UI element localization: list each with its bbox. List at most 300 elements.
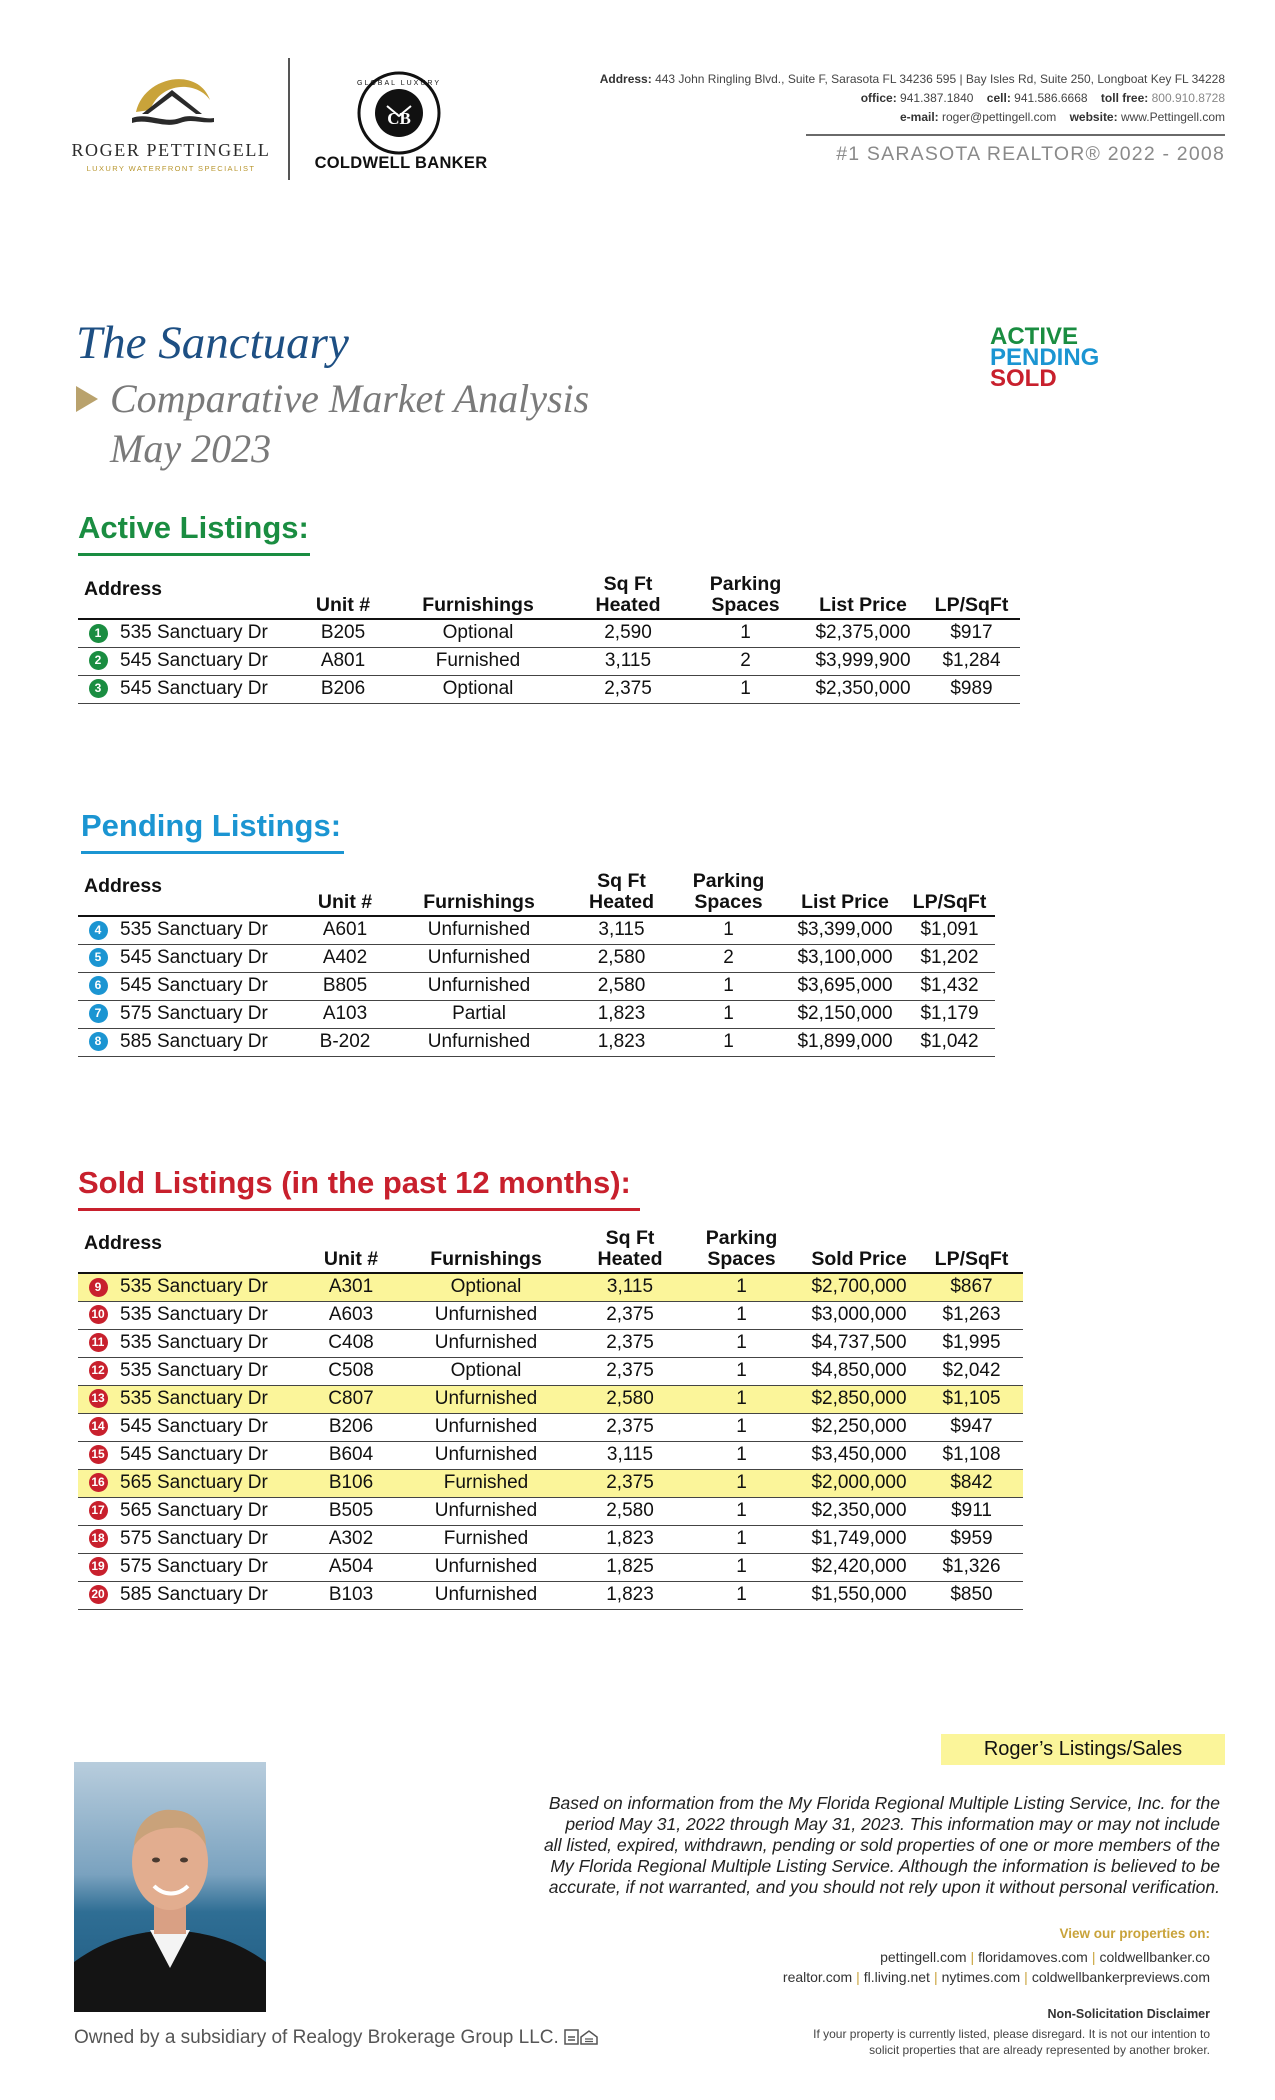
website-label: website:: [1069, 110, 1118, 124]
listing-number-badge: 12: [89, 1361, 108, 1380]
nonsolicit-title: Non-Solicitation Disclaimer: [1047, 2007, 1210, 2021]
col-price: List Price: [803, 574, 923, 619]
cell-address: 545 Sanctuary Dr: [118, 1441, 305, 1469]
listing-number-badge: 13: [89, 1389, 108, 1408]
table-body: [78, 916, 995, 1056]
listing-number-badge: 17: [89, 1501, 108, 1520]
cell-unit: C508: [305, 1357, 397, 1385]
cell-address: 575 Sanctuary Dr: [118, 1553, 305, 1581]
cell-unit: B206: [298, 675, 388, 703]
listing-number-badge: 2: [89, 651, 108, 670]
table-row: [78, 1385, 1023, 1413]
cell-address: 545 Sanctuary Dr: [118, 944, 304, 972]
page-subtitle: [110, 374, 589, 474]
listing-number-badge: 19: [89, 1557, 108, 1576]
office-value: 941.387.1840: [900, 91, 974, 105]
cell-price: $1,550,000: [798, 1581, 920, 1609]
cell-address: 575 Sanctuary Dr: [118, 1525, 305, 1553]
cell-address: 585 Sanctuary Dr: [118, 1028, 304, 1056]
table-header: [78, 871, 995, 916]
table-row: [78, 619, 1020, 647]
cell-sqft: 1,825: [575, 1553, 685, 1581]
cell-number: [78, 1525, 118, 1553]
listing-number-badge: 4: [89, 921, 108, 940]
cell-address: 535 Sanctuary Dr: [118, 1301, 305, 1329]
pending-listings-table: [78, 871, 995, 1057]
cell-unit: B106: [305, 1469, 397, 1497]
office-label: office:: [860, 91, 897, 105]
col-sqft: [572, 871, 671, 916]
cell-lp-sqft: $1,263: [920, 1301, 1023, 1329]
cell-lp-sqft: $842: [920, 1469, 1023, 1497]
table-row: [78, 972, 995, 1000]
col-parking-line1: Parking: [692, 870, 765, 892]
cell-sqft: 2,580: [575, 1497, 685, 1525]
col-lp: LP/SqFt: [923, 574, 1020, 619]
cell-parking: 1: [685, 1273, 798, 1301]
cell-sqft: 2,375: [575, 1413, 685, 1441]
table-row: [78, 1357, 1023, 1385]
play-arrow-icon: [76, 386, 98, 412]
cell-number: [78, 619, 118, 647]
cell-price: $2,250,000: [798, 1413, 920, 1441]
cell-unit: A301: [305, 1273, 397, 1301]
cell-lp-sqft: $1,042: [904, 1028, 995, 1056]
listing-number-badge: 11: [89, 1333, 108, 1352]
roger-pettingell-logo: [66, 66, 276, 186]
cell-address: 565 Sanctuary Dr: [118, 1469, 305, 1497]
cell-number: [78, 1329, 118, 1357]
table-header: [78, 1228, 1023, 1273]
col-sqft-line2: Heated: [588, 891, 655, 913]
table-row: [78, 1413, 1023, 1441]
col-lp: LP/SqFt: [920, 1228, 1023, 1273]
cell-price: $2,000,000: [798, 1469, 920, 1497]
table-header: [78, 574, 1020, 619]
cell-lp-sqft: $1,108: [920, 1441, 1023, 1469]
cell-address: 545 Sanctuary Dr: [118, 972, 304, 1000]
sites-line-1: pettingell.com | floridamoves.com | coldwellbanker.co: [880, 1949, 1210, 1965]
disclaimer-line: all listed, expired, withdrawn, pending or sold properties of one or more members of the: [543, 1835, 1220, 1855]
cell-price: $3,000,000: [798, 1301, 920, 1329]
cell-address: 545 Sanctuary Dr: [118, 647, 298, 675]
cell-lp-sqft: $1,284: [923, 647, 1020, 675]
mls-disclaimer: [540, 1793, 1220, 1898]
address-label: Address:: [599, 72, 652, 86]
cell-parking: 1: [671, 1028, 786, 1056]
cell-lp-sqft: $1,995: [920, 1329, 1023, 1357]
waterfront-house-logo-icon: [128, 66, 216, 136]
website-link[interactable]: www.Pettingell.com: [1120, 110, 1225, 124]
cell-price: $2,350,000: [803, 675, 923, 703]
contact-rule: [806, 134, 1225, 136]
cell-furnishings: Furnished: [397, 1525, 575, 1553]
cell-sqft: 2,375: [568, 675, 688, 703]
cell-parking: 1: [671, 972, 786, 1000]
listing-number-badge: 18: [89, 1529, 108, 1548]
cell-parking: 1: [685, 1413, 798, 1441]
cell-lp-sqft: $1,202: [904, 944, 995, 972]
cell-address: 535 Sanctuary Dr: [118, 1273, 305, 1301]
col-price: Sold Price: [798, 1228, 920, 1273]
cell-number: [78, 1273, 118, 1301]
pending-title-rule: [81, 851, 344, 854]
site-link[interactable]: realtor.com: [782, 1969, 853, 1985]
cell-number: [78, 972, 118, 1000]
pending-section-title: Pending Listings:: [81, 808, 342, 843]
cell-price: $3,399,000: [786, 916, 904, 944]
cell-sqft: 2,580: [572, 972, 671, 1000]
cell-lp-sqft: $1,179: [904, 1000, 995, 1028]
agent-photo: [74, 1762, 266, 2012]
col-unit: Unit #: [305, 1228, 397, 1273]
cell-sqft: 1,823: [572, 1028, 671, 1056]
cell-unit: B805: [304, 972, 386, 1000]
disclaimer-line: Based on information from the My Florida Regional Multiple Listing Service, Inc. for the: [548, 1793, 1220, 1813]
tollfree-label: toll free:: [1100, 91, 1149, 105]
cell-unit: A402: [304, 944, 386, 972]
cell-furnishings: Optional: [397, 1357, 575, 1385]
col-sqft: [568, 574, 688, 619]
cell-number: [78, 916, 118, 944]
page-title: The Sanctuary: [76, 317, 349, 369]
cell-parking: 1: [671, 1000, 786, 1028]
col-parking-line2: Spaces: [707, 1248, 776, 1270]
tollfree-value: 800.910.8728: [1151, 91, 1225, 105]
ownership-text: Owned by a subsidiary of Realogy Brokerage Group LLC.: [74, 2027, 559, 2048]
listing-number-badge: 16: [89, 1473, 108, 1492]
listing-number-badge: 1: [89, 624, 108, 643]
table-body: [78, 1273, 1023, 1609]
disclaimer-line: period May 31, 2022 through May 31, 2023. This information may or may not include: [565, 1814, 1220, 1834]
listing-number-badge: 14: [89, 1417, 108, 1436]
cell-lp-sqft: $2,042: [920, 1357, 1023, 1385]
sold-listings-table: [78, 1228, 1023, 1610]
table-row: [78, 1301, 1023, 1329]
cell-address: 545 Sanctuary Dr: [118, 675, 298, 703]
cell-price: $4,737,500: [798, 1329, 920, 1357]
cell-parking: 1: [685, 1301, 798, 1329]
cell-number: [78, 1385, 118, 1413]
legend-pending: PENDING: [990, 344, 1100, 371]
cell-lp-sqft: $1,091: [904, 916, 995, 944]
cell-furnishings: Unfurnished: [386, 972, 572, 1000]
cell-unit: A504: [305, 1553, 397, 1581]
table-row: [78, 1000, 995, 1028]
cell-address: 535 Sanctuary Dr: [118, 1385, 305, 1413]
cell-number: [78, 1301, 118, 1329]
table-row: [78, 675, 1020, 703]
col-parking: [685, 1228, 798, 1273]
cell-address: 535 Sanctuary Dr: [118, 619, 298, 647]
col-parking: [671, 871, 786, 916]
listing-number-badge: 7: [89, 1004, 108, 1023]
cell-furnishings: Optional: [388, 619, 568, 647]
phone-line: [545, 89, 1225, 108]
site-link[interactable]: fl.living.net: [863, 1969, 930, 1985]
col-sqft-line1: Sq Ft: [605, 1227, 655, 1249]
legend-active: ACTIVE: [990, 323, 1079, 350]
cell-address: 535 Sanctuary Dr: [118, 916, 304, 944]
col-lp: LP/SqFt: [904, 871, 995, 916]
col-unit: Unit #: [304, 871, 386, 916]
cell-parking: 1: [685, 1581, 798, 1609]
cell-furnishings: Unfurnished: [386, 944, 572, 972]
ownership-note: [74, 2027, 598, 2049]
cb-monogram: CB: [387, 109, 411, 128]
email-line: [545, 108, 1225, 127]
col-sqft-line1: Sq Ft: [597, 870, 646, 892]
cell-furnishings: Unfurnished: [386, 916, 572, 944]
table-row: [78, 944, 995, 972]
cb-ring-text: GLOBAL LUXURY: [357, 80, 441, 87]
table-row: [78, 1028, 995, 1056]
rogers-listings-key: Roger’s Listings/Sales: [941, 1734, 1225, 1765]
cell-parking: 1: [685, 1553, 798, 1581]
cell-furnishings: Unfurnished: [397, 1441, 575, 1469]
cell-parking: 2: [688, 647, 803, 675]
cell-unit: B604: [305, 1441, 397, 1469]
listing-number-badge: 15: [89, 1445, 108, 1464]
active-listings-table: [78, 574, 1020, 704]
cell-price: $4,850,000: [798, 1357, 920, 1385]
cell-sqft: 2,375: [575, 1469, 685, 1497]
cell-price: $2,375,000: [803, 619, 923, 647]
cell-furnishings: Partial: [386, 1000, 572, 1028]
cell-address: 535 Sanctuary Dr: [118, 1329, 305, 1357]
cell-sqft: 1,823: [572, 1000, 671, 1028]
table-row: [78, 1273, 1023, 1301]
table-row: [78, 1441, 1023, 1469]
coldwell-banker-logo: [306, 66, 506, 186]
cell-address: 575 Sanctuary Dr: [118, 1000, 304, 1028]
cell-parking: 1: [671, 916, 786, 944]
listing-number-badge: 8: [89, 1032, 108, 1051]
cell-furnishings: Furnished: [397, 1469, 575, 1497]
site-link[interactable]: pettingell.com: [880, 1949, 967, 1965]
cell-number: [78, 647, 118, 675]
email-link[interactable]: roger@pettingell.com: [942, 110, 1057, 124]
cell-number: [78, 675, 118, 703]
cell-number: [78, 1581, 118, 1609]
cell-lp-sqft: $989: [923, 675, 1020, 703]
cell-price: $3,999,900: [803, 647, 923, 675]
cell-furnishings: Optional: [397, 1273, 575, 1301]
cell-price: $2,350,000: [798, 1497, 920, 1525]
view-properties-title: View our properties on:: [1059, 1926, 1210, 1941]
cell-lp-sqft: $1,326: [920, 1553, 1023, 1581]
cell-furnishings: Unfurnished: [397, 1497, 575, 1525]
col-sqft-line1: Sq Ft: [603, 573, 653, 595]
cell-parking: 1: [685, 1441, 798, 1469]
nonsolicit-text: If your property is currently listed, please disregard. It is not our intention to solicit properties that are already represented by another broker.: [813, 2027, 1210, 2057]
cell-parking: 1: [685, 1525, 798, 1553]
table-row: [78, 916, 995, 944]
cell-address: 535 Sanctuary Dr: [118, 1357, 305, 1385]
cell-parking: 2: [671, 944, 786, 972]
email-label: e-mail:: [899, 110, 939, 124]
cell-sqft: 1,823: [575, 1581, 685, 1609]
cell-price: $3,695,000: [786, 972, 904, 1000]
table-row: [78, 1553, 1023, 1581]
cell-unit: B205: [298, 619, 388, 647]
cell-furnishings: Unfurnished: [397, 1329, 575, 1357]
col-unit: Unit #: [298, 574, 388, 619]
cell-sqft: 1,823: [575, 1525, 685, 1553]
col-parking-line1: Parking: [709, 573, 782, 595]
disclaimer-line: My Florida Regional Multiple Listing Service. Although the information is believed to be: [550, 1856, 1220, 1876]
listing-number-badge: 5: [89, 948, 108, 967]
cell-unit: B103: [305, 1581, 397, 1609]
table-row: [78, 1469, 1023, 1497]
legend-sold: SOLD: [990, 365, 1057, 392]
col-parking: [688, 574, 803, 619]
table-row: [78, 1581, 1023, 1609]
col-sqft: [575, 1228, 685, 1273]
site-link[interactable]: floridamoves.com: [978, 1949, 1088, 1965]
cell-sqft: 3,115: [575, 1273, 685, 1301]
disclaimer-line: accurate, if not warranted, and you should not rely upon it without personal verification.: [548, 1877, 1220, 1897]
cell-furnishings: Unfurnished: [397, 1413, 575, 1441]
header-divider: [288, 58, 290, 180]
cell-unit: B206: [305, 1413, 397, 1441]
active-section-title: Active Listings:: [78, 510, 309, 545]
cell-parking: 1: [685, 1385, 798, 1413]
sold-title-rule: [78, 1208, 640, 1211]
cell-sqft: 3,115: [568, 647, 688, 675]
cell-parking: 1: [688, 675, 803, 703]
cell-furnishings: Optional: [388, 675, 568, 703]
cell-number: [78, 1413, 118, 1441]
col-address: Address: [78, 574, 298, 619]
cell-number: [78, 1441, 118, 1469]
col-sqft-line2: Heated: [595, 594, 661, 616]
cell-parking: 1: [688, 619, 803, 647]
cell-sqft: 3,115: [572, 916, 671, 944]
col-address: Address: [78, 871, 304, 916]
listing-number-badge: 20: [89, 1585, 108, 1604]
cell-price: $1,749,000: [798, 1525, 920, 1553]
cell-unit: A601: [304, 916, 386, 944]
listing-number-badge: 9: [89, 1278, 108, 1297]
cell-sqft: 2,580: [572, 944, 671, 972]
cell-sqft: 2,590: [568, 619, 688, 647]
col-sqft-line2: Heated: [597, 1248, 663, 1270]
cell-unit: C807: [305, 1385, 397, 1413]
brand-tagline: LUXURY WATERFRONT SPECIALIST: [86, 164, 256, 173]
cell-furnishings: Unfurnished: [397, 1385, 575, 1413]
table-row: [78, 1497, 1023, 1525]
cell-number: [78, 1000, 118, 1028]
cell-sqft: 3,115: [575, 1441, 685, 1469]
address-line: [545, 70, 1225, 89]
cell-furnishings: Unfurnished: [397, 1553, 575, 1581]
cell-price: $3,450,000: [798, 1441, 920, 1469]
cell-number: [78, 1357, 118, 1385]
col-address: Address: [78, 1228, 305, 1273]
active-title-rule: [78, 553, 310, 556]
cell-address: 565 Sanctuary Dr: [118, 1497, 305, 1525]
cell-lp-sqft: $911: [920, 1497, 1023, 1525]
site-link[interactable]: nytimes.com: [941, 1969, 1021, 1985]
col-furnishings: Furnishings: [386, 871, 572, 916]
cell-number: [78, 1497, 118, 1525]
cell-lp-sqft: $1,105: [920, 1385, 1023, 1413]
cell-parking: 1: [685, 1469, 798, 1497]
cell-unit: A103: [304, 1000, 386, 1028]
status-legend: [990, 323, 1100, 392]
cell-address: 545 Sanctuary Dr: [118, 1413, 305, 1441]
table-row: [78, 647, 1020, 675]
address-value: 443 John Ringling Blvd., Suite F, Sarasota FL 34236 595 | Bay Isles Rd, Suite 250, Longboat Key FL 34228: [655, 72, 1225, 86]
col-parking-line1: Parking: [705, 1227, 778, 1249]
cell-furnishings: Unfurnished: [386, 1028, 572, 1056]
cell-price: $2,700,000: [798, 1273, 920, 1301]
cell-price: $2,850,000: [798, 1385, 920, 1413]
cell-sqft: 2,375: [575, 1301, 685, 1329]
cell-unit: C408: [305, 1329, 397, 1357]
cell-parking: 1: [685, 1497, 798, 1525]
cell-value: 941.586.6668: [1014, 91, 1088, 105]
cell-number: [78, 1469, 118, 1497]
slogan: #1 SARASOTA REALTOR® 2022 - 2008: [836, 143, 1225, 165]
sold-section-title: Sold Listings (in the past 12 months):: [78, 1165, 631, 1200]
equal-housing-icon: [564, 2029, 598, 2045]
cell-lp-sqft: $917: [923, 619, 1020, 647]
cell-unit: A603: [305, 1301, 397, 1329]
site-link[interactable]: coldwellbanker.co: [1099, 1949, 1210, 1965]
col-price: List Price: [786, 871, 904, 916]
contact-block: [545, 70, 1225, 127]
cell-lp-sqft: $959: [920, 1525, 1023, 1553]
cell-price: $1,899,000: [786, 1028, 904, 1056]
listing-number-badge: 10: [89, 1305, 108, 1324]
agent-portrait-icon: [74, 1762, 266, 2012]
cell-lp-sqft: $850: [920, 1581, 1023, 1609]
listing-number-badge: 6: [89, 976, 108, 995]
cell-price: $2,150,000: [786, 1000, 904, 1028]
cell-lp-sqft: $947: [920, 1413, 1023, 1441]
table-row: [78, 1525, 1023, 1553]
site-link[interactable]: coldwellbankerpreviews.com: [1031, 1969, 1210, 1985]
cell-price: $2,420,000: [798, 1553, 920, 1581]
cell-lp-sqft: $867: [920, 1273, 1023, 1301]
col-parking-line2: Spaces: [694, 891, 763, 913]
cell-price: $3,100,000: [786, 944, 904, 972]
cell-parking: 1: [685, 1357, 798, 1385]
sites-line-2: realtor.com | fl.living.net | nytimes.com | coldwellbankerpreviews.com: [782, 1969, 1210, 1985]
global-luxury-seal-icon: [356, 70, 442, 156]
cell-number: [78, 1028, 118, 1056]
listing-number-badge: 3: [89, 679, 108, 698]
cell-number: [78, 944, 118, 972]
brand-name: ROGER PETTINGELL: [71, 140, 271, 160]
cell-sqft: 2,580: [575, 1385, 685, 1413]
cell-unit: A302: [305, 1525, 397, 1553]
cell-address: 585 Sanctuary Dr: [118, 1581, 305, 1609]
table-body: [78, 619, 1020, 703]
cell-sqft: 2,375: [575, 1329, 685, 1357]
cell-unit: B-202: [304, 1028, 386, 1056]
col-furnishings: Furnishings: [397, 1228, 575, 1273]
cell-furnishings: Unfurnished: [397, 1301, 575, 1329]
subtitle-line-2: May 2023: [110, 426, 272, 471]
cell-lp-sqft: $1,432: [904, 972, 995, 1000]
cell-label: cell:: [986, 91, 1011, 105]
cell-unit: A801: [298, 647, 388, 675]
coldwell-banker-name: COLDWELL BANKER: [314, 154, 488, 172]
cell-furnishings: Unfurnished: [397, 1581, 575, 1609]
